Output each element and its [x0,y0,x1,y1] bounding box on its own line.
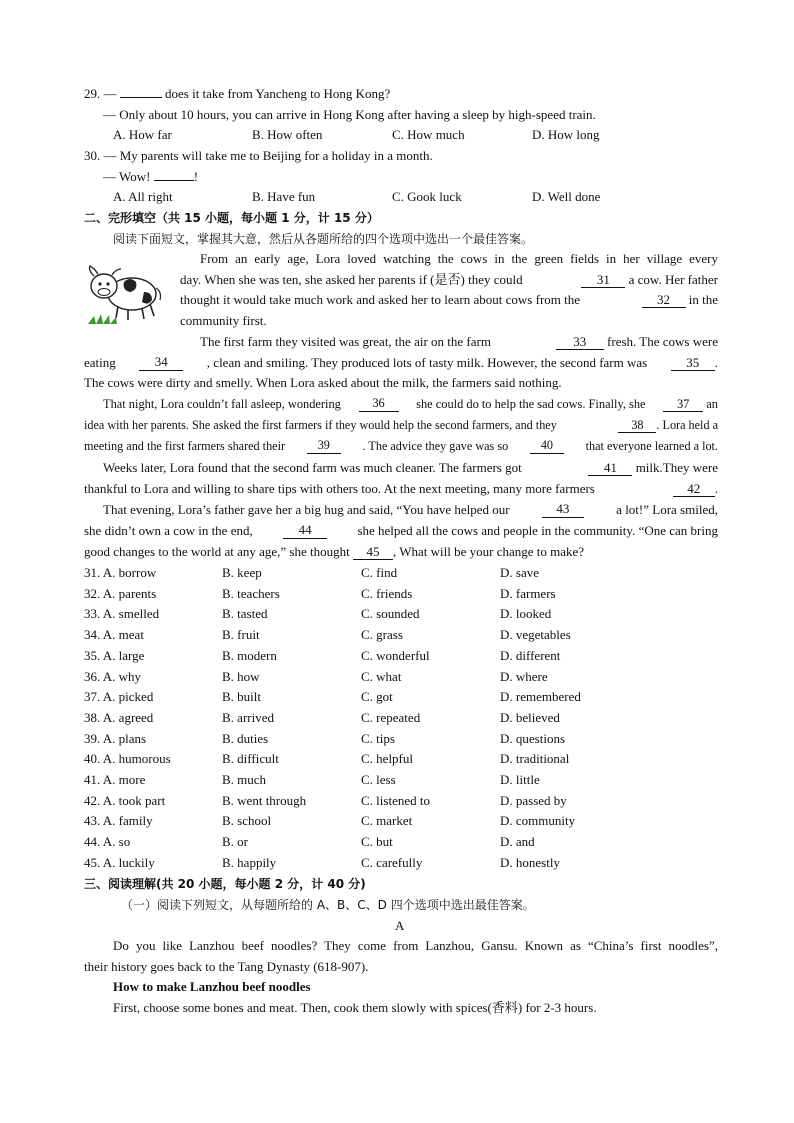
choice-36-d[interactable]: D. where [500,668,548,684]
passage-p3-line3: meeting and the first farmers shared their 39 . The advice they gave was so 40 that everyone learned a lot. [84,438,718,453]
choice-32-d[interactable]: D. farmers [500,585,556,601]
passage-p3-line2: idea with her parents. She asked the first farmers if they would help the second farmers, and they 38 . Lora held a [84,418,718,432]
choice-31-b[interactable]: B. keep [222,565,262,580]
choice-33-d[interactable]: D. looked [500,606,552,622]
blank-37[interactable]: 37 [663,397,703,412]
choice-41-c[interactable]: C. less [361,772,396,787]
choice-43-d[interactable]: D. community [500,813,576,829]
choice-39-a[interactable]: 39. A. plans [84,730,147,746]
choice-39-d[interactable]: D. questions [500,730,565,746]
choice-31-d[interactable]: D. save [500,565,539,580]
q30-option-a[interactable]: A. All right [113,189,173,204]
q29-option-b[interactable]: B. How often [252,127,323,142]
choice-33-a[interactable]: 33. A. smelled [84,606,160,622]
choice-32-b[interactable]: B. teachers [222,585,280,601]
choice-45-c[interactable]: C. carefully [361,854,423,870]
choice-36-c[interactable]: C. what [361,668,402,684]
q29-option-a[interactable]: A. How far [113,127,172,142]
passage-letter: A [395,918,405,933]
blank-40[interactable]: 40 [530,438,564,454]
choice-32-c[interactable]: C. friends [361,585,413,601]
passage-p3-line1: That night, Lora couldn’t fall asleep, wondering 36 she could do to help the sad cows. Finally, she 37 an [103,396,718,411]
choice-37-a[interactable]: 37. A. picked [84,689,154,705]
choice-39-b[interactable]: B. duties [222,730,269,746]
q29-line1: 29. — does it take from Yancheng to Hong Kong? [84,86,391,101]
choice-35-c[interactable]: C. wonderful [361,647,430,663]
blank-43[interactable]: 43 [542,502,584,518]
blank-32[interactable]: 32 [642,293,686,308]
choice-38-c[interactable]: C. repeated [361,709,421,725]
choice-34-b[interactable]: B. fruit [222,627,260,643]
choice-42-d[interactable]: D. passed by [500,792,567,808]
choice-43-b[interactable]: B. school [222,813,272,829]
section3-instruction: （一）阅读下列短文，从每题所给的 A、B、C、D 四个选项中选出最佳答案。 [121,898,535,912]
choice-37-d[interactable]: D. remembered [500,689,581,705]
blank-35[interactable]: 35 [671,356,715,371]
choice-44-d[interactable]: D. and [500,834,535,850]
choice-40-c[interactable]: C. helpful [361,751,413,767]
section2-heading: 二、完形填空（共 15 小题，每小题 1 分，计 15 分） [84,211,379,225]
choice-44-c[interactable]: C. but [361,834,393,850]
blank-41[interactable]: 41 [588,461,632,476]
choice-45-b[interactable]: B. happily [222,854,277,870]
choice-44-a[interactable]: 44. A. so [84,834,131,850]
choice-42-b[interactable]: B. went through [222,792,307,808]
reading-a-p1-line1: Do you like Lanzhou beef noodles? They come from Lanzhou, Gansu. Known as “China’s first noodles”, [113,938,718,953]
passage-p2-line1: The first farm they visited was great, the air on the farm 33 fresh. The cows were [200,334,718,349]
choice-43-c[interactable]: C. market [361,813,413,829]
passage-p2-line3: The cows were dirty and smelly. When Lora asked about the milk, the farmers said nothing. [84,375,562,390]
passage-p5-line2: she didn’t own a cow in the end, 44 she helped all the cows and people in the community. “One can bring [84,522,718,538]
choice-35-d[interactable]: D. different [500,647,561,663]
choice-34-a[interactable]: 34. A. meat [84,627,144,643]
cow-illustration-icon [84,258,164,328]
blank-39[interactable]: 39 [307,438,341,454]
choice-37-c[interactable]: C. got [361,689,393,705]
q29-option-d[interactable]: D. How long [532,127,600,142]
passage-p1-line2: day. When she was ten, she asked her parents if (是否) they could 31 a cow. Her father [180,272,718,287]
q30-blank[interactable] [154,180,194,181]
choice-34-d[interactable]: D. vegetables [500,627,571,643]
section2-instruction: 阅读下面短文，掌握其大意，然后从各题所给的四个选项中选出一个最佳答案。 [113,232,534,246]
choice-41-d[interactable]: D. little [500,772,540,787]
q30-line2: — Wow! ! [103,169,199,184]
blank-44[interactable]: 44 [283,523,327,539]
choice-42-a[interactable]: 42. A. took part [84,792,166,808]
choice-36-b[interactable]: B. how [222,668,260,684]
choice-40-d[interactable]: D. traditional [500,751,570,767]
choice-44-b[interactable]: B. or [222,834,248,850]
choice-39-c[interactable]: C. tips [361,730,395,746]
choice-41-a[interactable]: 41. A. more [84,772,146,787]
choice-33-c[interactable]: C. sounded [361,606,420,622]
blank-36[interactable]: 36 [359,396,399,412]
passage-p5-line3: good changes to the world at any age,” she thought 45 , What will be your change to make? [84,544,585,559]
choice-31-c[interactable]: C. find [361,565,398,580]
blank-33[interactable]: 33 [556,335,604,350]
passage-p1-line1: From an early age, Lora loved watching the cows in the green fields in her village every [200,251,718,266]
passage-p2-line2: eating 34 , clean and smiling. They produced lots of tasty milk. However, the second farm was 35 . [84,354,718,370]
q30-option-d[interactable]: D. Well done [532,189,601,204]
choice-41-b[interactable]: B. much [222,772,267,787]
passage-p5-line1: That evening, Lora’s father gave her a big hug and said, “You have helped our 43 a lot!” Lora smiled, [103,501,718,517]
reading-a-p1-line2: their history goes back to the Tang Dynasty (618-907). [84,959,369,974]
q29-option-c[interactable]: C. How much [392,127,465,142]
choice-32-a[interactable]: 32. A. parents [84,585,157,601]
choice-36-a[interactable]: 36. A. why [84,668,142,684]
blank-31[interactable]: 31 [581,273,625,288]
choice-40-a[interactable]: 40. A. humorous [84,751,171,767]
q30-option-b[interactable]: B. Have fun [252,189,316,204]
passage-p4-line2: thankful to Lora and willing to share tips with others too. At the next meeting, many more farmers 42 . [84,481,718,496]
passage-p4-line1: Weeks later, Lora found that the second farm was much cleaner. The farmers got 41 milk.They were [103,460,718,475]
choice-34-c[interactable]: C. grass [361,627,403,643]
q30-line1: 30. — My parents will take me to Beijing for a holiday in a month. [84,148,433,163]
choice-43-a[interactable]: 43. A. family [84,813,153,829]
q29-blank[interactable] [120,97,162,98]
reading-a-subheading: How to make Lanzhou beef noodles [113,979,311,994]
choice-45-d[interactable]: D. honestly [500,854,560,870]
section3-heading: 三、阅读理解(共 20 小题，每小题 2 分，计 40 分) [84,877,366,891]
choice-38-a[interactable]: 38. A. agreed [84,709,154,725]
choice-35-b[interactable]: B. modern [222,647,277,663]
choice-38-b[interactable]: B. arrived [222,709,274,725]
choice-35-a[interactable]: 35. A. large [84,647,145,663]
blank-42[interactable]: 42 [673,482,715,497]
blank-38[interactable]: 38 [618,418,656,433]
choice-38-d[interactable]: D. believed [500,709,560,725]
blank-34[interactable]: 34 [139,355,183,371]
choice-42-c[interactable]: C. listened to [361,792,430,808]
q30-option-c[interactable]: C. Gook luck [392,189,462,204]
passage-p1-line3: thought it would take much work and asked her to learn about cows from the 32 in the [180,292,718,307]
blank-45[interactable]: 45 [353,545,393,560]
choice-40-b[interactable]: B. difficult [222,751,279,767]
choice-37-b[interactable]: B. built [222,689,262,705]
passage-p1-line4: community first. [180,313,267,328]
choice-45-a[interactable]: 45. A. luckily [84,854,155,870]
choice-33-b[interactable]: B. tasted [222,606,268,622]
q29-line2: — Only about 10 hours, you can arrive in Hong Kong after having a sleep by high-speed train. [103,107,596,122]
reading-a-p2: First, choose some bones and meat. Then, cook them slowly with spices(香料) for 2-3 hours. [113,1000,597,1015]
choice-31-a[interactable]: 31. A. borrow [84,565,157,580]
